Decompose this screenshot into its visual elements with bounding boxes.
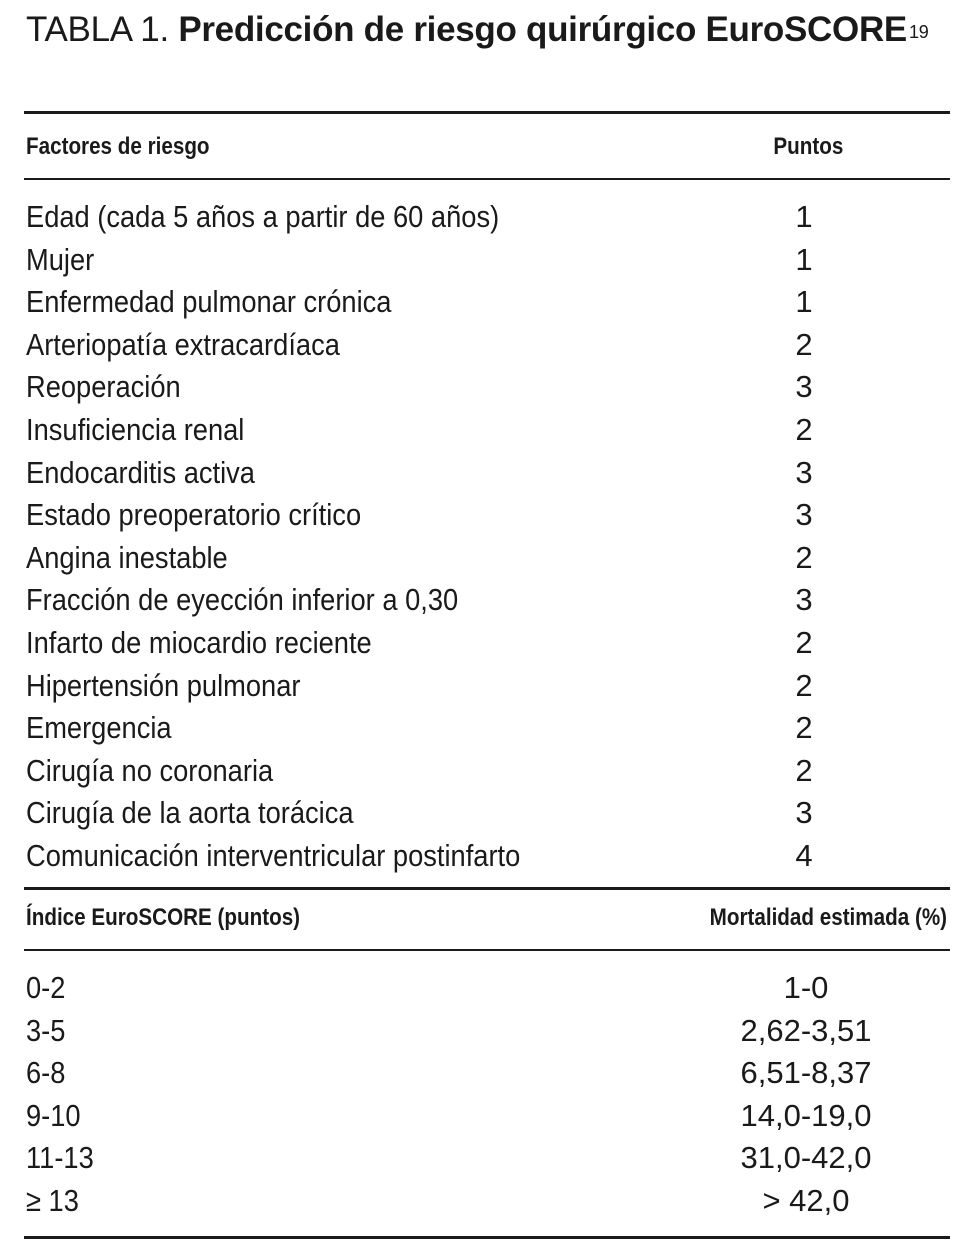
estimated-mortality: 6,51-8,37 (740, 1055, 872, 1091)
estimated-mortality: 14,0-19,0 (740, 1097, 872, 1133)
section-rule (24, 887, 950, 890)
table-row (26, 707, 946, 750)
risk-factor-points: 2 (795, 624, 813, 660)
header-rule-2 (24, 949, 950, 951)
risk-factor-name: Enfermedad pulmonar crónica (26, 284, 392, 320)
risk-factor-name: Comunicación interventricular postinfarto (26, 837, 521, 873)
risk-factor-name: Mujer (26, 241, 95, 277)
risk-factor-name: Infarto de miocardio reciente (26, 624, 372, 660)
table-row (26, 665, 946, 708)
table-caption (26, 8, 946, 52)
points-header: Puntos (773, 133, 843, 160)
risk-factor-name: Fracción de eyección inferior a 0,30 (26, 582, 459, 618)
table-row (26, 967, 946, 1010)
risk-factor-points: 2 (795, 411, 813, 447)
risk-factor-header: Factores de riesgo (26, 133, 210, 160)
risk-factor-points: 2 (795, 710, 813, 746)
table-row (26, 409, 946, 452)
table-row (26, 324, 946, 367)
table-row (26, 792, 946, 835)
risk-factor-points: 2 (795, 539, 813, 575)
risk-factor-name: Cirugía de la aorta torácica (26, 795, 354, 831)
risk-factor-points: 1 (795, 284, 813, 320)
risk-factor-table-body (26, 196, 946, 878)
score-index: 9-10 (26, 1097, 81, 1133)
risk-factor-points: 3 (795, 454, 813, 490)
table-row (26, 366, 946, 409)
risk-factor-name: Insuficiencia renal (26, 411, 245, 447)
header-rule-1 (24, 178, 950, 180)
risk-factor-name: Arteriopatía extracardíaca (26, 326, 340, 362)
risk-factor-points: 2 (795, 326, 813, 362)
table-row (26, 196, 946, 239)
risk-factor-points: 4 (795, 837, 813, 873)
table-row (26, 1052, 946, 1095)
estimated-mortality: 2,62-3,51 (740, 1012, 872, 1048)
estimated-mortality: > 42,0 (762, 1182, 850, 1218)
mortality-header: Mortalidad estimada (%) (709, 904, 947, 931)
risk-factor-name: Endocarditis activa (26, 454, 255, 490)
table-row (26, 452, 946, 495)
risk-factor-name: Reoperación (26, 369, 181, 405)
risk-factor-points: 3 (795, 497, 813, 533)
risk-factor-points: 1 (795, 199, 813, 234)
risk-factor-points: 2 (795, 752, 813, 788)
table-row (26, 1010, 946, 1053)
table-row (26, 1095, 946, 1138)
risk-factor-points: 3 (795, 582, 813, 618)
score-table-body (26, 967, 946, 1223)
risk-factor-name: Hipertensión pulmonar (26, 667, 301, 703)
table-row (26, 1180, 946, 1223)
table-row (26, 579, 946, 622)
table-row (26, 239, 946, 282)
table-row (26, 281, 946, 324)
risk-factor-name: Angina inestable (26, 539, 228, 575)
estimated-mortality: 31,0-42,0 (740, 1140, 872, 1176)
score-index: ≥ 13 (26, 1182, 79, 1218)
score-index-header: Índice EuroSCORE (puntos) (26, 904, 301, 931)
risk-factor-name: Cirugía no coronaria (26, 752, 274, 788)
top-rule (24, 111, 950, 114)
bottom-rule (24, 1236, 950, 1239)
table-label: TABLA 1. (26, 10, 169, 49)
estimated-mortality: 1-0 (783, 970, 829, 1005)
score-index: 0-2 (26, 970, 66, 1005)
risk-factor-points: 1 (795, 241, 813, 277)
table-row (26, 622, 946, 665)
risk-factor-name: Edad (cada 5 años a partir de 60 años) (26, 199, 500, 234)
score-index: 6-8 (26, 1055, 66, 1091)
risk-factor-points: 3 (795, 369, 813, 405)
reference-superscript: 19 (908, 22, 929, 42)
table-title: Predicción de riesgo quirúrgico EuroSCORE (178, 10, 907, 49)
table-row (26, 1137, 946, 1180)
table-row (26, 537, 946, 580)
risk-factor-name: Emergencia (26, 710, 172, 746)
score-index: 11-13 (26, 1140, 94, 1176)
score-index: 3-5 (26, 1012, 66, 1048)
risk-factor-points: 2 (795, 667, 813, 703)
table-row (26, 494, 946, 537)
risk-factor-points: 3 (795, 795, 813, 831)
table-row (26, 750, 946, 793)
risk-factor-name: Estado preoperatorio crítico (26, 497, 362, 533)
table-row (26, 835, 946, 878)
